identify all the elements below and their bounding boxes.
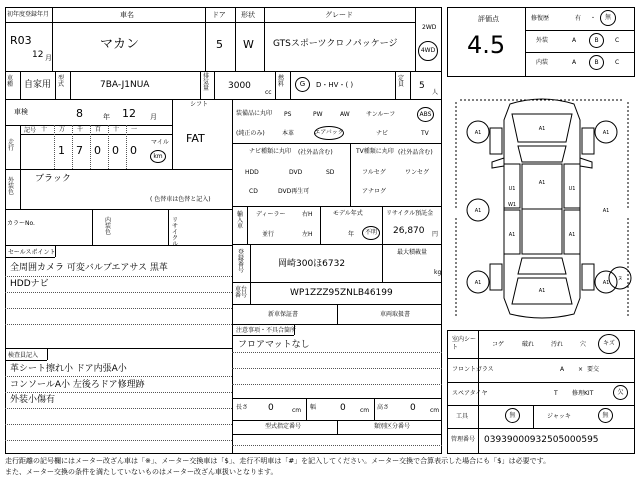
inspector-line-3: 外装小傷有 — [10, 395, 56, 405]
spare-tire-missing-circle — [613, 385, 628, 400]
shape-value: W — [243, 38, 254, 51]
front-glass-label: フロントガラス — [452, 366, 494, 373]
equipment-sub: (純正のみ) — [236, 130, 265, 137]
class-number-label: 類別区分番号 — [374, 423, 411, 430]
model-year-unknown: 不明 — [364, 229, 377, 236]
footer-note-2: また、メーター交換の条件を満たしていないものはメーター改ざん車扱いとなります。 — [5, 468, 278, 476]
recycle-label: リサイクル預託金 — [386, 210, 434, 217]
control-number-value: 03939000932505000595 — [484, 435, 599, 445]
recall-label: リサイクル — [172, 217, 179, 248]
exterior-grade-c: C — [615, 37, 620, 44]
diagram-label-8: W1 — [507, 202, 517, 208]
import-left: 左H — [302, 231, 313, 238]
first-reg-label: 初年度登録年月 — [7, 11, 50, 18]
exterior-value: ブラック — [35, 174, 71, 184]
type-number-label: 型式指定番号 — [265, 423, 302, 430]
navi-label: ナビ種類に丸印 — [249, 148, 292, 155]
mileage-digit-head: 百 — [95, 126, 102, 133]
grade-label: グレード — [325, 11, 353, 19]
height-label: 高さ — [377, 404, 390, 411]
interior-sheet-label: 室内シート — [452, 336, 477, 352]
diagram-label-13: A1 — [602, 280, 610, 286]
sales-point-label: セールスポイント — [8, 249, 56, 256]
mileage-digit: 0 — [94, 144, 101, 157]
mileage-digit: 1 — [58, 144, 65, 157]
mileage-mile-unit: マイル — [151, 139, 169, 146]
equipment-tv: TV — [421, 130, 429, 137]
width-value: 0 — [340, 403, 346, 413]
tv-label: TV種類に丸印 — [356, 148, 394, 155]
shift-label: シフト — [190, 101, 209, 108]
inspector-label: 検査員記入 — [8, 352, 39, 359]
warranty-label: 新車保証書 — [268, 311, 299, 318]
jack-none-circle — [598, 408, 613, 423]
spare-tire-t: T — [554, 390, 558, 397]
navi-dvd-play: DVD再生可 — [278, 188, 310, 195]
interior-grade-a: A — [572, 59, 577, 66]
mileage-km-circle — [150, 150, 166, 163]
import-label: 輸入車 — [237, 211, 244, 230]
capacity-label: 定員 — [398, 75, 405, 88]
height-value: 0 — [410, 403, 416, 413]
import-parallel: 並行 — [262, 231, 275, 238]
shape-label: 形状 — [241, 11, 255, 19]
car-damage-diagram — [448, 92, 636, 324]
diagram-label-6: U1 — [508, 186, 516, 192]
manual-label: 車両取扱書 — [380, 311, 411, 318]
equipment-aw: AW — [340, 111, 350, 118]
width-unit: cm — [360, 407, 370, 414]
length-value: 0 — [268, 403, 274, 413]
model-year-label: モデル年式 — [333, 210, 363, 217]
interior-sheet-scratch: キズ — [603, 340, 615, 347]
first-reg-year: R03 — [10, 34, 32, 47]
diagram-label-1: A1 — [474, 130, 482, 136]
diagram-label-5: A1 — [602, 208, 610, 214]
diagram-label-11: A1 — [568, 232, 576, 238]
navi-dvd: DVD — [289, 169, 303, 176]
tools-none-circle — [505, 408, 520, 423]
mileage-digit: 0 — [112, 144, 119, 157]
exterior-note: ( 色替車は色替と記入) — [150, 196, 211, 203]
tools-label: 工具 — [456, 413, 469, 420]
diagram-label-10: A1 — [508, 232, 516, 238]
registration-value: 岡崎300ほ6732 — [278, 259, 346, 269]
tv-analog: アナログ — [362, 188, 387, 195]
equipment-leather: 本革 — [282, 130, 295, 137]
mileage-digit-head: 万 — [59, 126, 66, 133]
diagram-label-2: A1 — [602, 130, 610, 136]
mileage-label: 走行 — [8, 139, 15, 152]
drive-4wd-circle — [418, 41, 438, 61]
grade-value: GTSスポーツクロノパッケージ — [273, 39, 398, 49]
fuel-g: G — [299, 80, 306, 88]
spare-tire-label: スペアタイヤ — [452, 390, 488, 397]
mileage-digit-head: 十 — [41, 126, 48, 133]
model-type-label: 型式 — [58, 75, 65, 88]
max-load-label: 最大積載量 — [397, 249, 428, 256]
max-load-unit: kg — [434, 269, 442, 276]
mileage-digit-head: 一 — [131, 126, 138, 133]
inspection-year: 8 — [76, 107, 83, 120]
sales-point-line-1: 全周囲カメラ 可変バルブエアサス 黒革 — [10, 263, 168, 273]
equipment-ps: PS — [284, 111, 292, 118]
recycle-value: 26,870 — [393, 226, 425, 236]
jack-value: 無 — [602, 411, 609, 419]
diagram-label-3: A1 — [538, 126, 546, 132]
notice-value: フロアマットなし — [238, 340, 310, 350]
equipment-airbag: エアバック — [314, 129, 344, 136]
interior-sheet-stain: 汚れ — [551, 341, 564, 348]
tv-fullseg: フルセグ — [362, 169, 386, 176]
height-unit: cm — [430, 407, 440, 414]
equipment-abs-circle — [417, 107, 434, 122]
model-year-unknown-circle — [362, 226, 380, 240]
usage-value: 自家用 — [24, 80, 52, 90]
diagram-label-14: A1 — [538, 288, 546, 294]
interior-grade-b-circle — [589, 55, 604, 70]
equipment-abs: ABS — [419, 110, 432, 118]
tools-value: 無 — [509, 411, 516, 419]
doors-value: 5 — [216, 38, 223, 51]
exterior-grade-a: A — [572, 37, 577, 44]
mileage-digit-head: 十 — [113, 126, 120, 133]
drive-2wd-label: 2WD — [422, 24, 437, 31]
repair-sep: ・ — [590, 15, 597, 22]
diagram-label-4: A1 — [474, 208, 482, 214]
front-glass-replace: 要交 — [587, 366, 600, 373]
diagram-label-7: U1 — [568, 186, 576, 192]
notice-label: 注意事項・不具合箇所 — [236, 327, 297, 334]
jack-label: ジャッキ — [547, 413, 571, 420]
inspection-year-unit: 年 — [103, 113, 110, 121]
navi-cd: CD — [249, 188, 258, 195]
chassis-value: WP1ZZZ95ZNLB46199 — [290, 288, 393, 298]
spare-tire-kit: 修理KIT — [572, 390, 594, 397]
repair-no-circle — [600, 10, 616, 26]
interior-grade-c: C — [615, 59, 620, 66]
import-dealer: ディーラー — [256, 211, 286, 218]
repair-no: 無 — [604, 14, 611, 21]
score-value: 4.5 — [467, 31, 506, 59]
interior-sheet-tear: 破れ — [522, 341, 535, 348]
diagram-label-15: ヌ — [617, 276, 623, 282]
car-name-value: マカン — [100, 37, 140, 52]
interior-sheet-hole: 穴 — [580, 341, 587, 348]
repair-label: 修復歴 — [531, 15, 550, 22]
doors-label: ドア — [212, 11, 226, 19]
front-glass-x: × — [578, 366, 584, 373]
first-reg-month-unit: 月 — [45, 54, 52, 62]
interior-sheet-scratch-circle — [598, 334, 620, 354]
equipment-airbag-circle — [314, 126, 344, 140]
inspection-month-unit: 月 — [150, 113, 157, 121]
equipment-navi: ナビ — [376, 130, 389, 137]
interior-grade-b: B — [594, 58, 599, 66]
control-number-label: 管理番号 — [451, 436, 476, 443]
displacement-label: 排気量 — [203, 73, 210, 92]
displacement-unit: cc — [265, 89, 272, 96]
repair-yes: 有 — [575, 15, 582, 22]
footer-note-1: 走行距離の記号欄にはメーター改ざん車は「※」、メーター交換車は「$」、走行不明車は「#」を記入してください。メーター交換で合算表示した場合にも「$」は必要です。 — [5, 457, 551, 465]
navi-sub: (社外品含む) — [298, 149, 333, 156]
registration-label: 登録番号 — [238, 249, 245, 274]
tv-oneseg: ワンセグ — [405, 169, 430, 176]
capacity-unit: 人 — [432, 89, 439, 96]
capacity-value: 5 — [419, 81, 425, 91]
mileage-digit: 0 — [130, 144, 137, 157]
mileage-digit-head: 千 — [77, 126, 84, 133]
model-type-value: 7BA-J1NUA — [100, 80, 150, 90]
interior-sheet-burn: コゲ — [492, 341, 505, 348]
length-label: 長さ — [236, 404, 249, 411]
chassis-label: 車台番号 — [235, 286, 248, 299]
shift-value: FAT — [186, 132, 205, 145]
spare-tire-missing: 欠 — [617, 388, 624, 396]
inspection-month: 12 — [122, 107, 136, 120]
fuel-label: 燃料 — [278, 75, 285, 88]
car-name-label: 車名 — [120, 11, 134, 19]
inspector-line-1: 革シート擦れ小 ドア内張A小 — [10, 364, 127, 374]
inspection-label: 車検 — [14, 108, 28, 116]
exterior-grade-b: B — [594, 36, 599, 44]
front-glass-a: A — [560, 366, 565, 373]
navi-sd: SD — [326, 169, 335, 176]
displacement-value: 3000 — [228, 81, 251, 91]
model-year-year: 年 — [348, 231, 355, 238]
equipment-label: 装備品に丸印 — [236, 110, 273, 117]
recycle-unit: 円 — [432, 231, 439, 238]
exterior-grade-b-circle — [589, 33, 604, 48]
sales-point-line-2: HDDナビ — [10, 279, 49, 289]
drive-4wd-value: 4WD — [420, 47, 436, 54]
mileage-digit: 7 — [76, 144, 83, 157]
length-unit: cm — [292, 407, 302, 414]
color-no-label: カラーNo. — [7, 220, 35, 227]
exterior-grade-label: 外装 — [536, 37, 549, 44]
score-label: 評価点 — [478, 15, 499, 23]
usage-label: 車種 — [7, 75, 14, 88]
tv-sub: (社外品含む) — [398, 149, 433, 156]
import-right: 右H — [302, 211, 313, 218]
first-reg-month: 12 — [32, 50, 44, 60]
navi-hdd: HDD — [245, 169, 259, 176]
diagram-label-9: A1 — [538, 180, 546, 186]
interior-color-label: 内装色 — [105, 217, 112, 236]
diagram-label-12: A1 — [474, 280, 482, 286]
width-label: 幅 — [310, 404, 317, 411]
mileage-note: 記号 — [24, 127, 37, 134]
exterior-label: 外装色 — [8, 177, 15, 196]
equipment-sunroof: サンルーフ — [366, 111, 396, 118]
mileage-km: km — [153, 152, 163, 160]
fuel-g-circle — [295, 77, 310, 92]
equipment-pw: PW — [313, 111, 323, 118]
interior-grade-label: 内装 — [536, 59, 549, 66]
inspector-line-2: コンソールA小 左後ろドア修理跡 — [10, 380, 145, 390]
fuel-options: D・HV・( ) — [316, 81, 354, 89]
